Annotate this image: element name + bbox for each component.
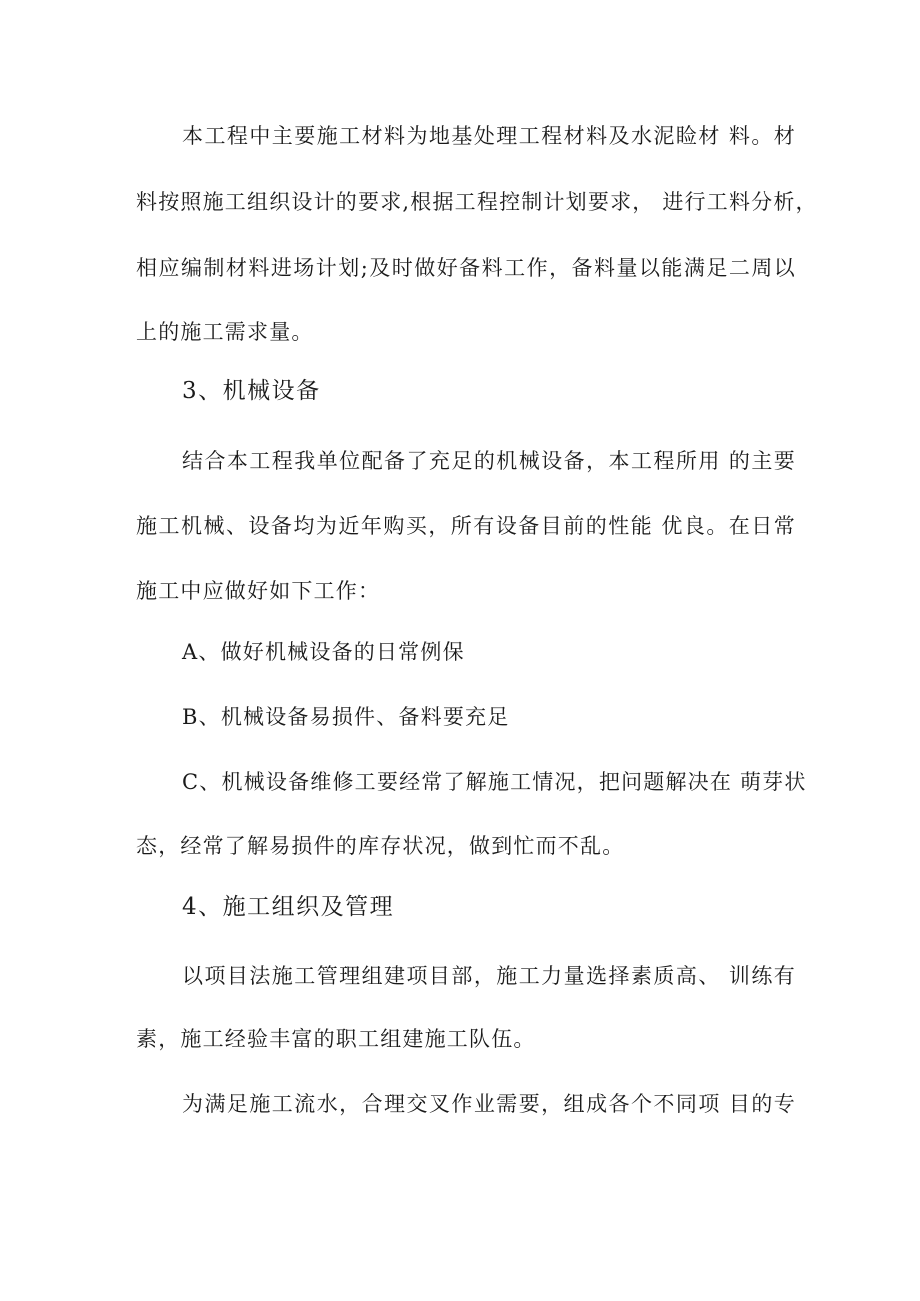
paragraph-organization-line-2: 素，施工经验丰富的职工组建施工队伍。 (136, 1027, 536, 1051)
paragraph-materials-line-2: 料按照施工组织设计的要求,根据工程控制计划要求， 进行工料分析， (136, 190, 818, 214)
paragraph-equipment-line-3: 施工中应做好如下工作： (136, 579, 381, 603)
section-heading-3: 3、机械设备 (182, 378, 321, 404)
paragraph-materials-line-4: 上的施工需求量。 (136, 320, 314, 344)
paragraph-equipment-line-2: 施工机械、设备均为近年购买，所有设备目前的性能 优良。在日常 (136, 514, 796, 538)
list-item-c-line-2: 态，经常了解易损件的库存状况，做到忙而不乱。 (136, 834, 625, 858)
paragraph-organization-line-1: 以项目法施工管理组建项目部，施工力量选择素质高、 训练有 (182, 964, 796, 988)
paragraph-materials-line-3: 相应编制材料进场计划;及时做好备料工作，备料量以能满足二周以 (136, 256, 796, 280)
paragraph-team-line-1: 为满足施工流水，合理交叉作业需要，组成各个不同项 目的专 (182, 1092, 796, 1116)
list-item-b: B、机械设备易损件、备料要充足 (182, 705, 510, 729)
section-heading-4: 4、施工组织及管理 (182, 894, 395, 920)
list-item-a: A、做好机械设备的日常例保 (182, 640, 465, 664)
list-item-c-line-1: C、机械设备维修工要经常了解施工情况，把问题解决在 萌芽状 (182, 770, 807, 794)
paragraph-equipment-line-1: 结合本工程我单位配备了充足的机械设备，本工程所用 的主要 (182, 449, 796, 473)
paragraph-materials-line-1: 本工程中主要施工材料为地基处理工程材料及水泥睑材 料。材 (182, 124, 796, 148)
